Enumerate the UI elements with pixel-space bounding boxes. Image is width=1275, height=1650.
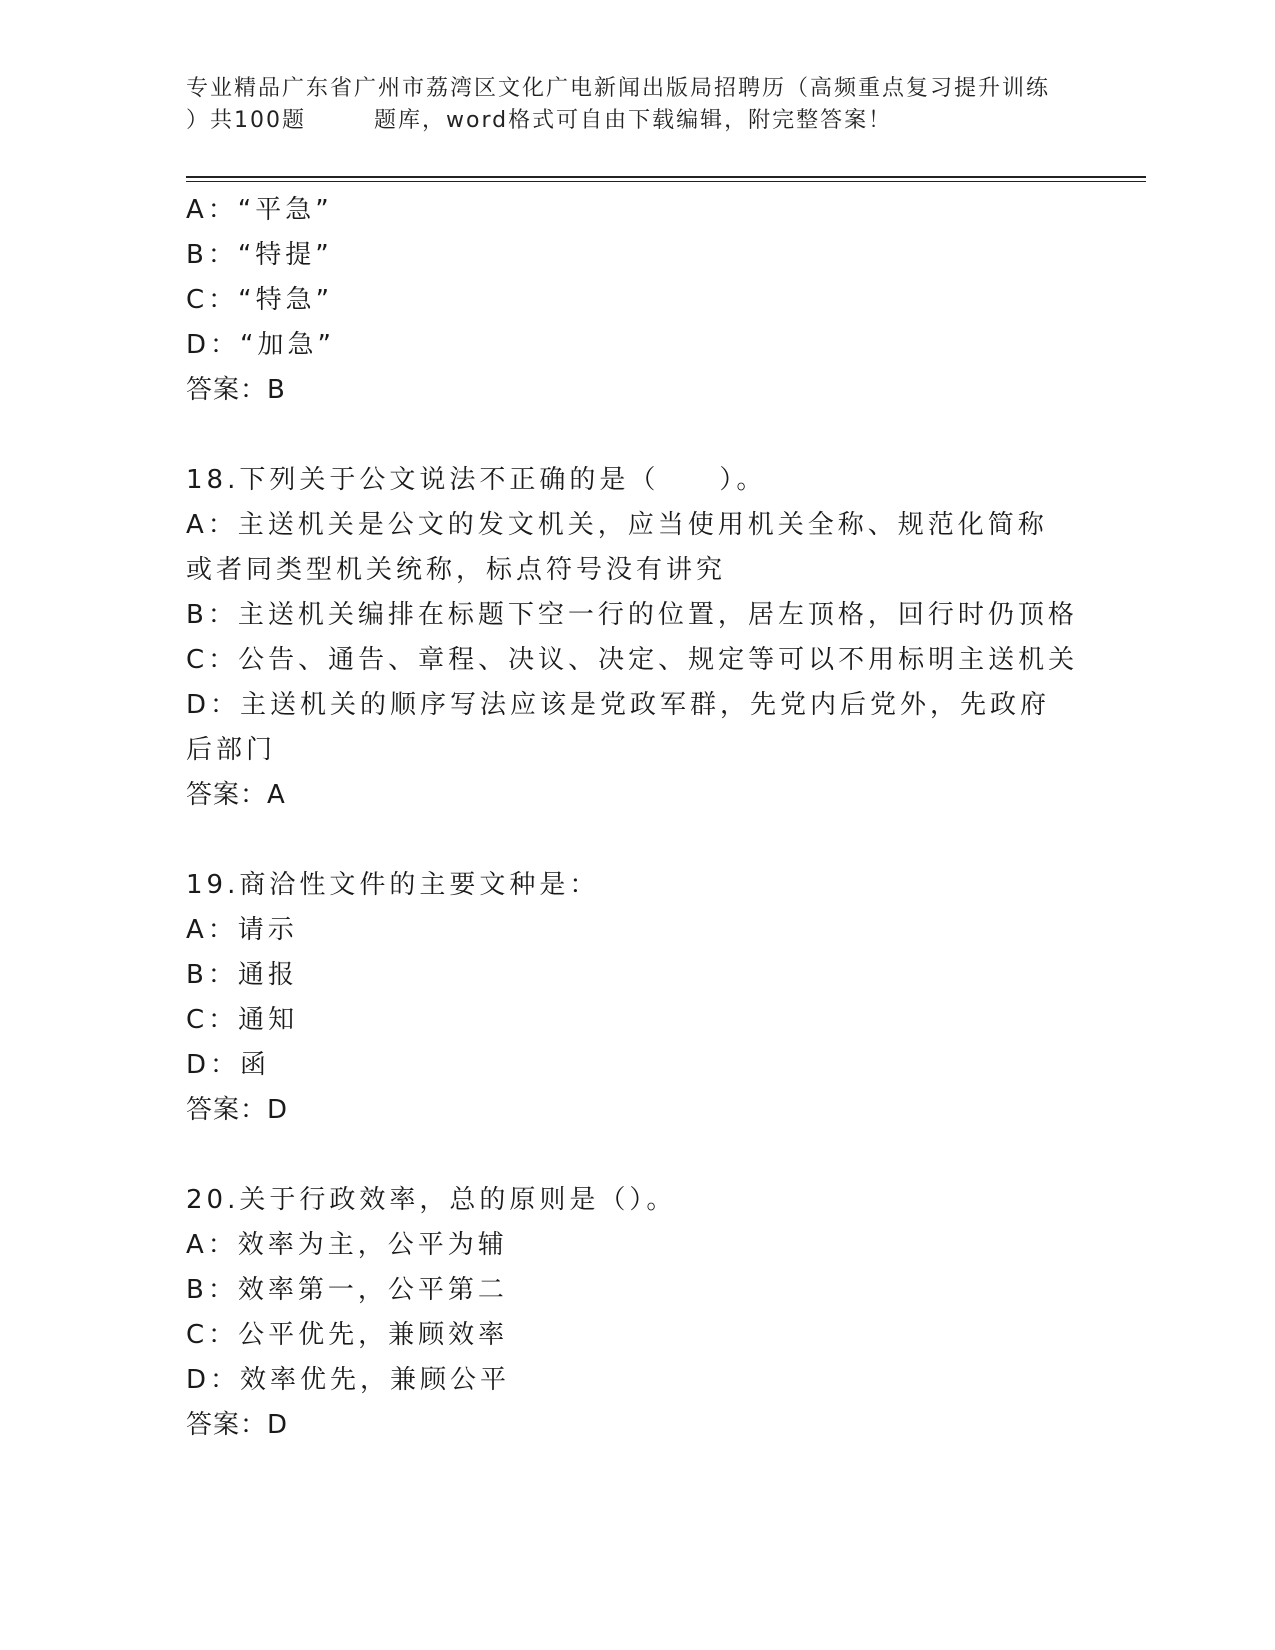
header-title-line1: 专业精品广东省广州市荔湾区文化广电新闻出版局招聘历（高频重点复习提升训练 <box>186 76 1051 101</box>
question-block-17 <box>186 188 1086 413</box>
question-text: 20.关于行政效率，总的原则是（）。 <box>186 1185 677 1215</box>
header-title-line2 <box>186 105 1086 137</box>
question-list <box>186 188 1086 1448</box>
option-b: B：主送机关编排在标题下空一行的位置，居左顶格，回行时仍顶格 <box>186 600 1078 630</box>
option-b: B：“特提” <box>186 240 333 270</box>
option-b: B：效率第一，公平第二 <box>186 1275 508 1305</box>
option-d: D：“加急” <box>186 330 335 360</box>
option-a: A：请示 <box>186 915 298 945</box>
option-b: B：通报 <box>186 960 298 990</box>
option-c: C：通知 <box>186 1005 299 1035</box>
answer-line: 答案：D <box>186 1095 289 1125</box>
header-divider-thick <box>186 176 1146 178</box>
document-header <box>186 73 1086 137</box>
option-d: D：函 <box>186 1050 271 1080</box>
header-description: 题库，word格式可自由下载编辑，附完整答案！ <box>374 108 893 133</box>
answer-line: 答案：D <box>186 1410 289 1440</box>
option-a: A：“平急” <box>186 195 333 225</box>
question-text: 19.商洽性文件的主要文种是： <box>186 870 600 900</box>
option-c: C：公告、通告、章程、决议、决定、规定等可以不用标明主送机关 <box>186 645 1079 675</box>
option-c: C：公平优先，兼顾效率 <box>186 1320 509 1350</box>
option-a: A：主送机关是公文的发文机关，应当使用机关全称、规范化简称或者同类型机关统称，标点符号没有讲究 <box>186 510 1048 585</box>
option-d: D：主送机关的顺序写法应该是党政军群，先党内后党外，先政府后部门 <box>186 690 1051 765</box>
answer-line: 答案：A <box>186 780 286 810</box>
option-d: D：效率优先，兼顾公平 <box>186 1365 511 1395</box>
question-block-20 <box>186 1178 1086 1448</box>
header-divider-thin <box>186 181 1146 182</box>
answer-line: 答案：B <box>186 375 286 405</box>
question-text: 18.下列关于公文说法不正确的是（ ）。 <box>186 465 767 495</box>
question-block-19 <box>186 863 1086 1133</box>
option-a: A：效率为主，公平为辅 <box>186 1230 508 1260</box>
question-block-18 <box>186 458 1086 818</box>
header-question-count: ）共100题 <box>186 108 306 133</box>
option-c: C：“特急” <box>186 285 334 315</box>
